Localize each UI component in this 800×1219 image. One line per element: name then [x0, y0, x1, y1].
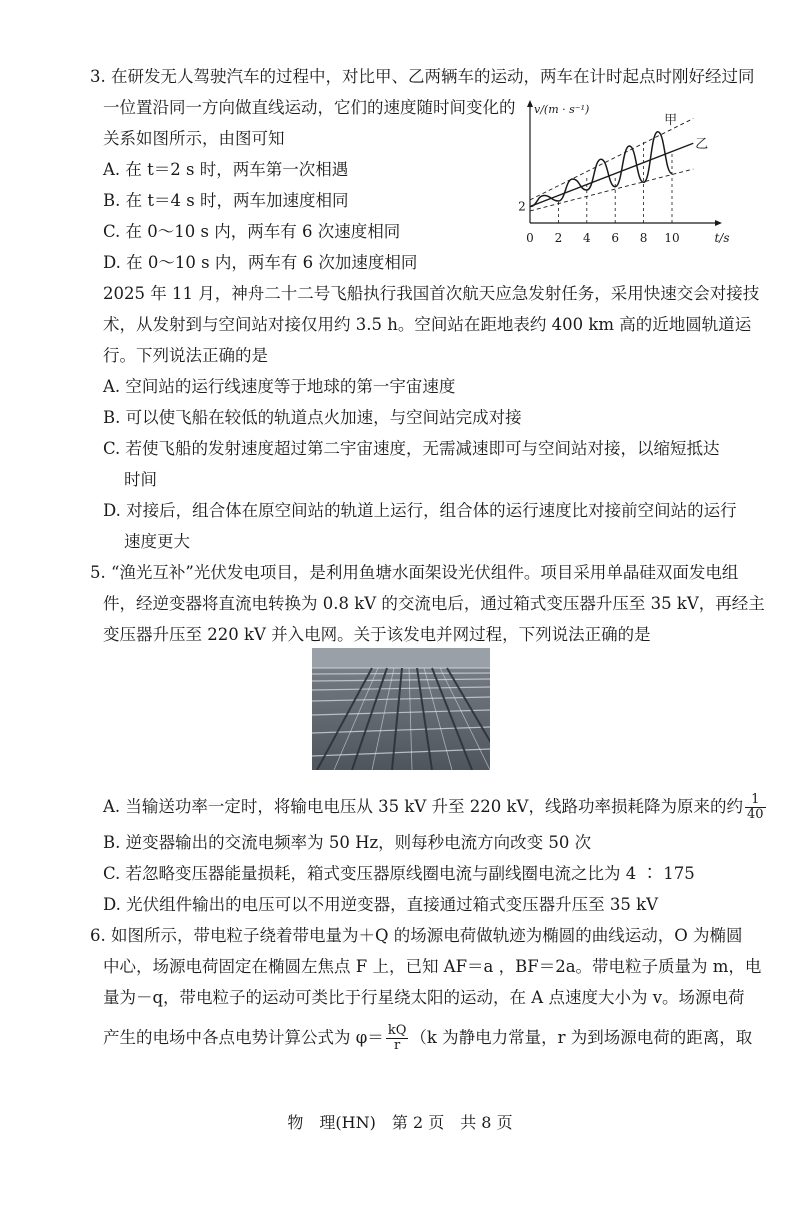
velocity-time-chart [508, 96, 733, 246]
q6-line4-part1: 产生的电场中各点电势计算公式为 φ＝ [103, 1028, 384, 1047]
q4-option-b: B. 可以使飞船在较低的轨道点火加速，与空间站完成对接 [103, 408, 522, 427]
q3-option-b: B. 在 t＝4 s 时，两车加速度相同 [103, 191, 349, 210]
y-axis-arrow [527, 100, 533, 107]
q4-stem-line1: 2025 年 11 月，神舟二十二号飞船执行我国首次航天应急发射任务，采用快速交会对接技 [103, 284, 760, 303]
x-axis-label: t/s [714, 231, 730, 245]
q4-stem-line2: 术，从发射到与空间站对接仅用约 3.5 h。空间站在距地表约 400 km 高的近地圆轨道运 [103, 315, 752, 334]
q3-option-d: D. 在 0～10 s 内，两车有 6 次加速度相同 [103, 253, 418, 272]
x-tick-label: 2 [554, 231, 563, 245]
q5-option-a [103, 793, 768, 822]
x-tick-label: 10 [664, 231, 680, 245]
solar-panel-photo [312, 648, 490, 770]
q5-option-d: D. 光伏组件输出的电压可以不用逆变器，直接通过箱式变压器升压至 35 kV [103, 895, 659, 914]
potential-formula-fraction [386, 1024, 409, 1053]
q3-stem-line1: 3. 在研发无人驾驶汽车的过程中，对比甲、乙两辆车的运动，两车在计时起点时刚好经过同 [90, 67, 755, 86]
q4-option-a: A. 空间站的运行线速度等于地球的第一宇宙速度 [103, 377, 456, 396]
x-tick-label: 6 [611, 231, 620, 245]
q6-line4-part2: （k 为静电力常量，r 为到场源电荷的距离，取 [410, 1028, 753, 1047]
fraction-denominator: 40 [746, 807, 764, 822]
series-jia-label: 甲 [664, 113, 678, 128]
y-axis-label: v/(m · s⁻¹) [534, 103, 590, 116]
q4-stem-line3: 行。下列说法正确的是 [103, 346, 268, 365]
fraction-numerator: 1 [745, 793, 766, 808]
x-tick-label: 4 [582, 231, 591, 245]
q3-stem-line3: 关系如图所示，由图可知 [103, 129, 285, 148]
q5-option-a-fraction [745, 793, 766, 822]
q3-stem-line2: 一位置沿同一方向做直线运动，它们的速度随时间变化的 [103, 98, 516, 117]
fraction-denominator: r [393, 1038, 401, 1053]
q6-stem-line2: 中心，场源电荷固定在椭圆左焦点 F 上，已知 AF＝a ，BF＝2a。带电粒子质量为 m，电 [103, 957, 762, 976]
q6-stem-line4 [103, 1024, 752, 1053]
q5-stem-line1: 5. “渔光互补”光伏发电项目，是利用鱼塘水面架设光伏组件。项目采用单晶硅双面发电组 [90, 563, 739, 582]
q4-option-d-line1: D. 对接后，组合体在原空间站的轨道上运行，组合体的运行速度比对接前空间站的运行 [103, 501, 737, 520]
q4-option-d-line2: 速度更大 [124, 532, 190, 551]
q5-option-b: B. 逆变器输出的交流电频率为 50 Hz，则每秒电流方向改变 50 次 [103, 833, 592, 852]
q4-option-c-line1: C. 若使飞船的发射速度超过第二宇宙速度，无需减速即可与空间站对接，以缩短抵达 [103, 439, 720, 458]
q5-stem-line3: 变压器升压至 220 kV 并入电网。关于该发电并网过程，下列说法正确的是 [103, 625, 651, 644]
page-footer: 物 理(HN) 第 2 页 共 8 页 [287, 1113, 513, 1132]
q3-option-c: C. 在 0～10 s 内，两车有 6 次速度相同 [103, 222, 401, 241]
q5-option-c: C. 若忽略变压器能量损耗，箱式变压器原线圈电流与副线圈电流之比为 4 ∶ 175 [103, 864, 695, 883]
q5-option-a-text: A. 当输送功率一定时，将输电电压从 35 kV 升至 220 kV，线路功率损耗降为原来的约 [103, 797, 743, 816]
x-tick-label: 8 [639, 231, 648, 245]
q3-option-a: A. 在 t＝2 s 时，两车第一次相遇 [103, 160, 349, 179]
series-yi-line [530, 143, 693, 206]
q4-option-c-line2: 时间 [124, 470, 157, 489]
fraction-numerator: kQ [387, 1023, 407, 1038]
series-yi-label: 乙 [695, 137, 709, 153]
q6-stem-line3: 量为－q，带电粒子的运动可类比于行星绕太阳的运动，在 A 点速度大小为 v。场源电荷 [103, 988, 745, 1007]
x-axis-arrow [715, 220, 722, 226]
q5-stem-line2: 件，经逆变器将直流电转换为 0.8 kV 的交流电后，通过箱式变压器升压至 35 kV，再经主 [103, 594, 765, 613]
series-jia-curve [530, 132, 672, 207]
upper-envelope-line [530, 119, 693, 200]
x-tick-label: 0 [526, 231, 534, 245]
q6-stem-line1: 6. 如图所示，带电粒子绕着带电量为＋Q 的场源电荷做轨迹为椭圆的曲线运动，O 为椭圆 [90, 926, 743, 945]
y-tick-label: 2 [518, 199, 526, 214]
